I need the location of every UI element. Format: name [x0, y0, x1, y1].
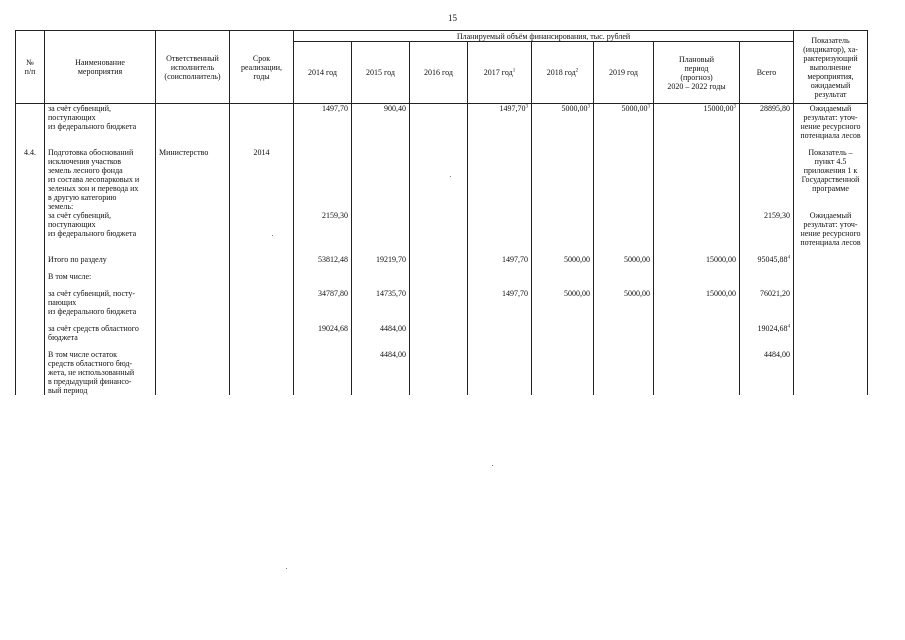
cell-2018: 5000,00 [532, 289, 594, 316]
cell-2017: 1497,70$^3$ [468, 104, 532, 141]
row-number: 4.4. [16, 148, 45, 211]
cell-total: 2159,30 [740, 211, 794, 247]
header-name: Наименование мероприятия [45, 31, 156, 104]
cell-total: 28895,80 [740, 104, 794, 141]
cell-responsible: Министерство [156, 148, 230, 211]
cell-2018: 5000,00 [532, 255, 594, 264]
row-name: Подготовка обоснований исключения участков земель лесного фонда из состава лесопарковых и зеленых зон и перевода их в другую категорию земель: [45, 148, 156, 211]
row-name: В том числе: [45, 272, 156, 281]
footnote-mark: 3 [733, 104, 736, 110]
header-2014: 2014 год [294, 42, 352, 104]
cell-indicator: Показатель – пункт 4.5 приложения 1 к Государственной программе [794, 148, 868, 211]
cell-total: 76021,20 [740, 289, 794, 316]
table-row [16, 289, 868, 316]
row-name: Итого по разделу [45, 255, 156, 264]
row-name: за счёт субвенций, посту- пающих из федерального бюджета [45, 289, 156, 316]
table-row [16, 211, 868, 247]
footnote-mark: 3 [525, 104, 528, 110]
cell-plan: 15000,00$^3$ [654, 104, 740, 141]
table-row [16, 148, 868, 211]
header-term: Срок реализации, годы [230, 31, 294, 104]
cell-indicator: Ожидаемый результат: уточ- нение ресурсного потенциала лесов [794, 104, 868, 141]
footnote-mark: 4 [787, 255, 790, 261]
table-row [16, 104, 868, 141]
header-2015: 2015 год [352, 42, 410, 104]
table-row [16, 324, 868, 342]
row-name: за счёт средств областного бюджета [45, 324, 156, 342]
cell-2019: 5000,00 [594, 255, 654, 264]
header-financing-group: Планируемый объём финансирования, тыс. рублей [294, 31, 794, 42]
header-2018: 2018 год$^2$ [532, 42, 594, 104]
cell-plan: 15000,00 [654, 289, 740, 316]
table-row [16, 272, 868, 281]
row-name: за счёт субвенций, поступающих из федерального бюджета [45, 211, 156, 247]
scan-speck [272, 235, 273, 236]
cell-2014: 53812,48 [294, 255, 352, 264]
cell-2015: 900,40 [352, 104, 410, 141]
header-num: № п/п [16, 31, 45, 104]
cell-2015: 14735,70 [352, 289, 410, 316]
financing-table [15, 30, 868, 395]
header-2019: 2019 год [594, 42, 654, 104]
cell-plan: 15000,00 [654, 255, 740, 264]
header-total: Всего [740, 42, 794, 104]
cell-2014: 1497,70 [294, 104, 352, 141]
header-responsible: Ответственный исполнитель (соисполнитель) [156, 31, 230, 104]
table-header [16, 31, 868, 104]
cell-total: 4484,00 [740, 350, 794, 395]
row-name: В том числе остаток средств областного бюд- жета, не использованный в предыдущий финансо- вый период [45, 350, 156, 395]
cell-total: 95045,88$^4$ [740, 255, 794, 264]
cell-2015: 4484,00 [352, 350, 410, 395]
header-plan-period: Плановый период (прогноз) 2020 – 2022 годы [654, 42, 740, 104]
cell-2019: 5000,00$^3$ [594, 104, 654, 141]
footnote-mark: 2 [575, 68, 579, 74]
header-indicator: Показатель (индикатор), ха- рактеризующий выполнение мероприятия, ожидаемый результат [794, 31, 868, 104]
header-2017: 2017 год$^1$ [468, 42, 532, 104]
footnote-mark: 1 [512, 68, 516, 74]
cell-2015: 19219,70 [352, 255, 410, 264]
cell-indicator: Ожидаемый результат: уточ- нение ресурсного потенциала лесов [794, 211, 868, 247]
cell-total: 19024,68$^4$ [740, 324, 794, 342]
row-name: за счёт субвенций, поступающих из федерального бюджета [45, 104, 156, 141]
cell-2019: 5000,00 [594, 289, 654, 316]
scan-speck [286, 568, 287, 569]
cell-term: 2014 [230, 148, 294, 211]
cell-2015: 4484,00 [352, 324, 410, 342]
cell-2014: 34787,80 [294, 289, 352, 316]
table-row [16, 350, 868, 395]
cell-2017: 1497,70 [468, 289, 532, 316]
scan-speck [492, 465, 493, 466]
cell-2017: 1497,70 [468, 255, 532, 264]
cell-2014: 19024,68 [294, 324, 352, 342]
header-2016: 2016 год [410, 42, 468, 104]
page-number: 15 [448, 13, 457, 23]
cell-2018: 5000,00$^3$ [532, 104, 594, 141]
footnote-mark: 4 [787, 324, 790, 330]
table-row [16, 255, 868, 264]
footnote-mark: 3 [647, 104, 650, 110]
scan-speck [450, 176, 451, 177]
footnote-mark: 3 [587, 104, 590, 110]
cell-2014: 2159,30 [294, 211, 352, 247]
